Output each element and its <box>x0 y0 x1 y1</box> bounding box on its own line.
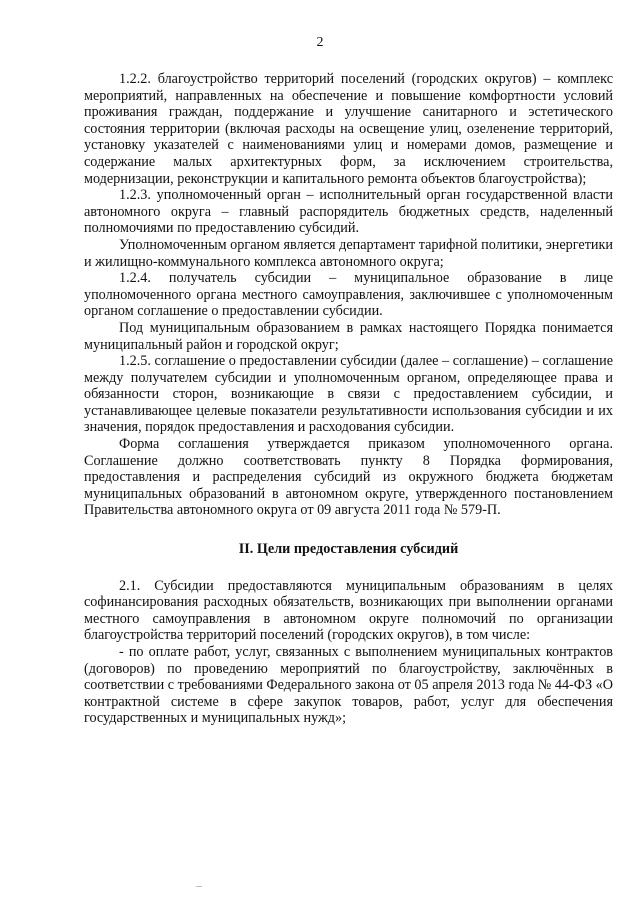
section-heading: II. Цели предоставления субсидий <box>238 541 459 558</box>
document-body <box>84 71 613 727</box>
paragraph-1-2-5: 1.2.5. соглашение о предоставлении субсидии (далее – соглашение) – соглашение между получателем субсидии и уполномоченным органом, определяющее права и обязанности сторон, возникающие в связи с предоставлением субсидии, и устанавливающее целевые показатели результативности использования субсидии и их значения, порядок предоставления и расходования субсидии. <box>84 353 613 436</box>
paragraph-1-2-3: 1.2.3. уполномоченный орган – исполнительный орган государственной власти автономного округа – главный распорядитель бюджетных средств, наделенный полномочиями по предоставлению субсидий. <box>84 187 613 237</box>
paragraph-list-item-contracts: - по оплате работ, услуг, связанных с выполнением муниципальных контрактов (договоров) по проведению мероприятий по благоустройству, заключённых в соответствии с требованиями Федерального закона от 05 апреля 2013 года № 44-ФЗ «О контрактной системе в сфере закупок товаров, работ, услуг для обеспечения государственных и муниципальных нужд»; <box>84 644 613 727</box>
page-number: 2 <box>316 35 324 50</box>
paragraph-municipal-entity: Под муниципальным образованием в рамках настоящего Порядка понимается муниципальный район и городской округ; <box>84 319 613 353</box>
paragraph-agreement-form: Форма соглашения утверждается приказом уполномоченного органа. Соглашение должно соответствовать пункту 8 Порядка формирования, предоставления и распределения субсидий из окружного бюджета бюджетам муниципальных образований в автономном округе, утвержденного постановлением Правительства автономного округа от 09 августа 2011 года № 579-П. <box>84 436 613 519</box>
paragraph-authorized-body: Уполномоченным органом является департамент тарифной политики, энергетики и жилищно-коммунального комплекса автономного округа; <box>84 236 613 270</box>
scan-mark <box>196 886 202 887</box>
paragraph-2-1: 2.1. Субсидии предоставляются муниципальным образованиям в целях софинансирования расходных обязательств, возникающих при выполнении органами местного самоуправления в автономном округе полномочий по организации благоустройства территорий поселений (городских округов), в том числе: <box>84 577 613 644</box>
paragraph-1-2-2: 1.2.2. благоустройство территорий поселений (городских округов) – комплекс мероприятий, направленных на обеспечение и повышение комфортности условий проживания граждан, поддержание и улучшение санитарного и эстетического состояния территории (включая расходы на освещение улиц, озеленение территорий, установку указателей с наименованиями улиц и номерами домов, размещение и содержание малых архитектурных форм, за исключением строительства, модернизации, реконструкции и капитального ремонта объектов благоустройства); <box>84 71 613 187</box>
paragraph-1-2-4: 1.2.4. получатель субсидии – муниципальное образование в лице уполномоченного органа местного самоуправления, заключившее с уполномоченным органом соглашение о предоставлении субсидии. <box>84 270 613 320</box>
